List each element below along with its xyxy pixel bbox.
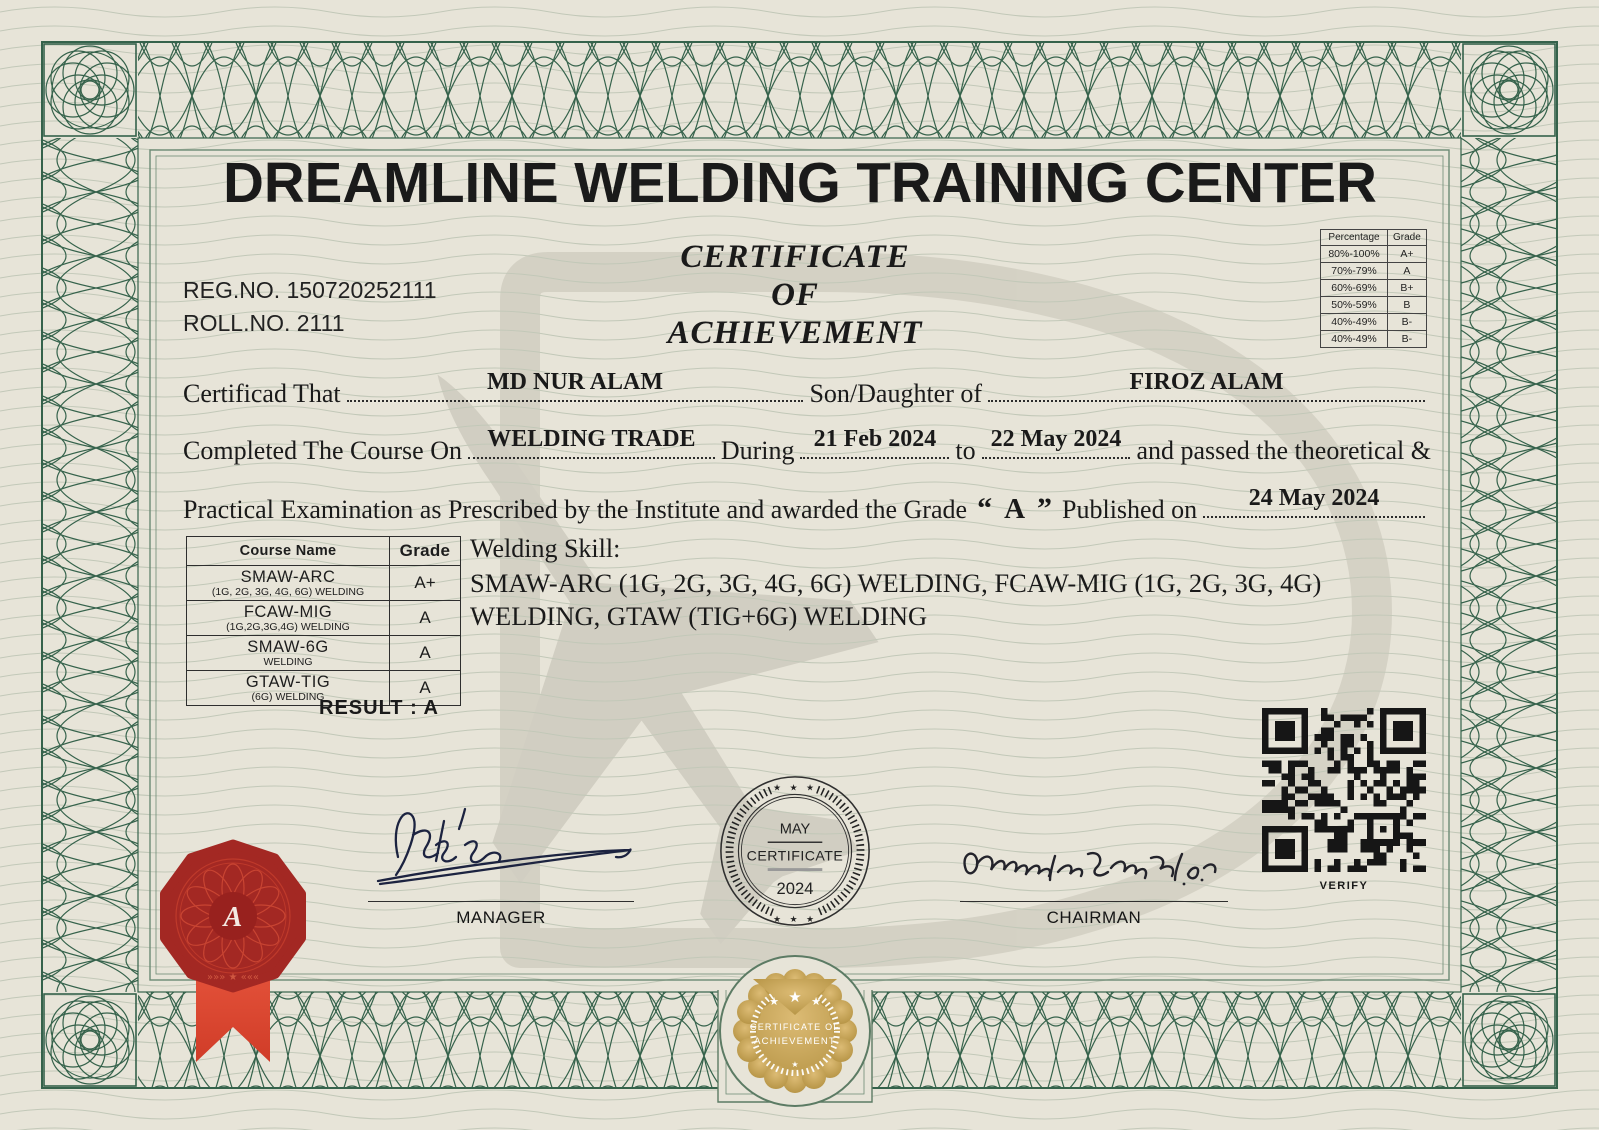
seal-letter: A (223, 902, 243, 933)
welding-skill-label: Welding Skill: (470, 534, 621, 563)
course-name: WELDING TRADE (487, 426, 696, 452)
stamp-month: MAY (779, 821, 811, 838)
badge-line2: ACHIEVEMENT (754, 1036, 836, 1047)
svg-text:★: ★ (811, 995, 821, 1008)
svg-text:★: ★ (769, 995, 779, 1008)
date-to-field (982, 426, 1131, 459)
stamp-year: 2024 (776, 878, 814, 898)
father-name-field (988, 369, 1425, 402)
manager-signature (368, 795, 648, 895)
chairman-signature (958, 830, 1230, 894)
result-line: RESULT : A (319, 697, 439, 719)
manager-label: MANAGER (456, 908, 546, 927)
table-row: 40%-49% B- (1321, 314, 1427, 331)
awarded-grade: A (1004, 493, 1026, 525)
svg-text:★: ★ (788, 988, 802, 1006)
chairman-signature-line (960, 901, 1228, 902)
table-row: 50%-59% B (1321, 297, 1427, 314)
manager-signature-line (368, 901, 634, 902)
course-name-field (468, 426, 715, 459)
student-name-field (347, 369, 804, 402)
course-grade-table: Course Name Grade SMAW-ARC (1G, 2G, 3G, 4G, 6G) WELDING A+ FCAW-MIG (1G,2G,3G,4G) WELDING A SMAW-6G WELDING A GTAW-TIG (6G) WELDING A (186, 536, 461, 706)
line-course: Completed The Course On WELDING TRADE During 21 Feb 2024 to 22 May 2024 and passed the theoretical & (183, 426, 1431, 465)
center-title: DREAMLINE WELDING TRAINING CENTER (223, 151, 1377, 215)
svg-text:★ ★ ★: ★ ★ ★ (773, 915, 817, 926)
qr-code (1262, 708, 1426, 872)
reg-no: REG.NO. 150720252111 (183, 277, 437, 303)
verify-label: VERIFY (1319, 880, 1369, 892)
date-to: 22 May 2024 (990, 426, 1122, 452)
may-certificate-stamp (717, 773, 873, 929)
badge-line1: CERTIFICATE OF (750, 1022, 840, 1032)
published-date: 24 May 2024 (1248, 485, 1380, 511)
welding-skill-block (470, 534, 1410, 633)
welding-skill-text: SMAW-ARC (1G, 2G, 3G, 4G, 6G) WELDING, FCAW-MIG (1G, 2G, 3G, 4G) WELDING, GTAW (TIG+6G) WELDING (470, 568, 1322, 631)
table-row: 60%-69% B+ (1321, 280, 1427, 297)
table-row: SMAW-ARC (1G, 2G, 3G, 4G, 6G) WELDING A+ (187, 566, 461, 601)
table-row: 80%-100% A+ (1321, 246, 1427, 263)
gold-badge (720, 956, 870, 1106)
student-name: MD NUR ALAM (487, 369, 664, 395)
certificate-of-achievement: CERTIFICATE OF ACHIEVEMENT (667, 239, 923, 351)
svg-text:★: ★ (791, 1060, 799, 1069)
roll-no: ROLL.NO. 2111 (183, 310, 345, 336)
table-row: 70%-79% A (1321, 263, 1427, 280)
table-row: FCAW-MIG (1G,2G,3G,4G) WELDING A (187, 601, 461, 636)
grade-scale-table: Percentage Grade 80%-100% A+ 70%-79% A 60%-69% B+ 50%-59% B 40%-49% B- 40%-49% B- (1320, 229, 1427, 348)
svg-text:★ ★ ★: ★ ★ ★ (773, 783, 817, 794)
father-name: FIROZ ALAM (1129, 369, 1284, 395)
table-row: SMAW-6G WELDING A (187, 636, 461, 671)
line-certificad-that: Certificad That MD NUR ALAM Son/Daughter of FIROZ ALAM (183, 379, 1431, 409)
stamp-word: CERTIFICATE (746, 847, 844, 864)
svg-text:»»» ★ «««: »»» ★ ««« (206, 972, 260, 983)
table-row: 40%-49% B- (1321, 331, 1427, 348)
published-date-field (1203, 485, 1425, 518)
date-from: 21 Feb 2024 (813, 426, 937, 452)
date-from-field (800, 426, 949, 459)
table-row: GTAW-TIG (6G) WELDING A (187, 671, 461, 706)
chairman-label: CHAIRMAN (1046, 908, 1142, 927)
line-grade: Practical Examination as Prescribed by the Institute and awarded the Grade “ A ” Published on 24 May 2024 (183, 492, 1431, 526)
